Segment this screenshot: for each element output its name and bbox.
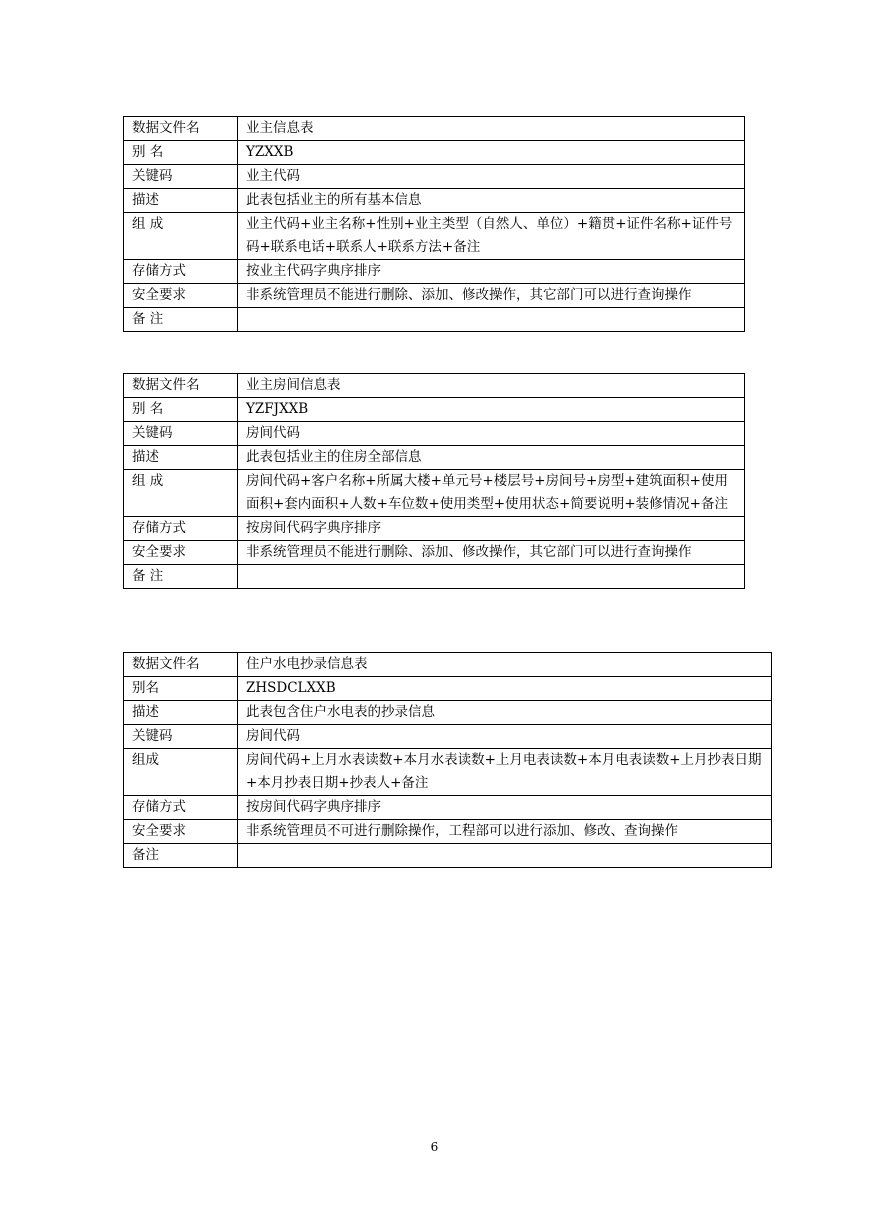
field-label: 备注 xyxy=(124,844,238,868)
table-row xyxy=(124,749,772,796)
table-row xyxy=(124,446,745,470)
field-value: YZXXB xyxy=(238,141,745,165)
field-value: 此表包括业主的所有基本信息 xyxy=(238,189,745,213)
field-value: 业主信息表 xyxy=(238,117,745,141)
field-label: 关键码 xyxy=(124,422,238,446)
field-label: 存储方式 xyxy=(124,517,238,541)
table-row xyxy=(124,165,745,189)
field-label: 安全要求 xyxy=(124,284,238,308)
table-row xyxy=(124,189,745,213)
field-label: 描述 xyxy=(124,446,238,470)
field-value: 非系统管理员不能进行删除、添加、修改操作，其它部门可以进行查询操作 xyxy=(238,284,745,308)
table-row xyxy=(124,820,772,844)
table-row xyxy=(124,565,745,589)
field-label: 备 注 xyxy=(124,565,238,589)
table-row xyxy=(124,213,745,260)
field-value: 房间代码+上月水表读数+本月水表读数+上月电表读数+本月电表读数+上月抄表日期+本月抄表日期+抄表人+备注 xyxy=(238,749,772,796)
table-row xyxy=(124,541,745,565)
field-label: 关键码 xyxy=(124,165,238,189)
table-row xyxy=(124,141,745,165)
field-label: 别名 xyxy=(124,677,238,701)
table-row xyxy=(124,653,772,677)
field-label: 安全要求 xyxy=(124,541,238,565)
field-label: 别 名 xyxy=(124,398,238,422)
field-value: ZHSDCLXXB xyxy=(238,677,772,701)
field-label: 组成 xyxy=(124,749,238,796)
field-value: 业主代码 xyxy=(238,165,745,189)
field-value: 此表包含住户水电表的抄录信息 xyxy=(238,701,772,725)
field-label: 数据文件名 xyxy=(124,117,238,141)
table-row xyxy=(124,117,745,141)
field-label: 数据文件名 xyxy=(124,653,238,677)
field-value: 房间代码 xyxy=(238,725,772,749)
data-file-spec-table-utility-readings xyxy=(123,652,772,868)
field-label: 备 注 xyxy=(124,308,238,332)
field-label: 描述 xyxy=(124,701,238,725)
page-number: 6 xyxy=(430,1140,439,1154)
field-label: 安全要求 xyxy=(124,820,238,844)
field-value: 按房间代码字典序排序 xyxy=(238,517,745,541)
field-label: 组 成 xyxy=(124,470,238,517)
field-value xyxy=(238,565,745,589)
table-row xyxy=(124,260,745,284)
field-value: YZFJXXB xyxy=(238,398,745,422)
field-value: 住户水电抄录信息表 xyxy=(238,653,772,677)
field-label: 描述 xyxy=(124,189,238,213)
table-row xyxy=(124,844,772,868)
field-value: 非系统管理员不可进行删除操作，工程部可以进行添加、修改、查询操作 xyxy=(238,820,772,844)
table-row xyxy=(124,517,745,541)
field-value: 房间代码+客户名称+所属大楼+单元号+楼层号+房间号+房型+建筑面积+使用面积+套内面积+人数+车位数+使用类型+使用状态+简要说明+装修情况+备注 xyxy=(238,470,745,517)
table-row xyxy=(124,422,745,446)
field-label: 组 成 xyxy=(124,213,238,260)
field-value: 按业主代码字典序排序 xyxy=(238,260,745,284)
table-row xyxy=(124,308,745,332)
field-label: 存储方式 xyxy=(124,260,238,284)
field-value: 非系统管理员不能进行删除、添加、修改操作，其它部门可以进行查询操作 xyxy=(238,541,745,565)
field-value xyxy=(238,308,745,332)
field-value: 按房间代码字典序排序 xyxy=(238,796,772,820)
table-row xyxy=(124,374,745,398)
table-row xyxy=(124,470,745,517)
field-label: 存储方式 xyxy=(124,796,238,820)
field-value: 房间代码 xyxy=(238,422,745,446)
table-row xyxy=(124,701,772,725)
data-file-spec-table-owner-info xyxy=(123,116,745,332)
field-value xyxy=(238,844,772,868)
table-row xyxy=(124,796,772,820)
field-value: 业主房间信息表 xyxy=(238,374,745,398)
data-file-spec-table-owner-room-info xyxy=(123,373,745,589)
field-value: 业主代码+业主名称+性别+业主类型（自然人、单位）+籍贯+证件名称+证件号码+联系电话+联系人+联系方法+备注 xyxy=(238,213,745,260)
field-label: 别 名 xyxy=(124,141,238,165)
field-label: 数据文件名 xyxy=(124,374,238,398)
field-value: 此表包括业主的住房全部信息 xyxy=(238,446,745,470)
table-row xyxy=(124,284,745,308)
table-row xyxy=(124,398,745,422)
field-label: 关键码 xyxy=(124,725,238,749)
table-row xyxy=(124,677,772,701)
table-row xyxy=(124,725,772,749)
